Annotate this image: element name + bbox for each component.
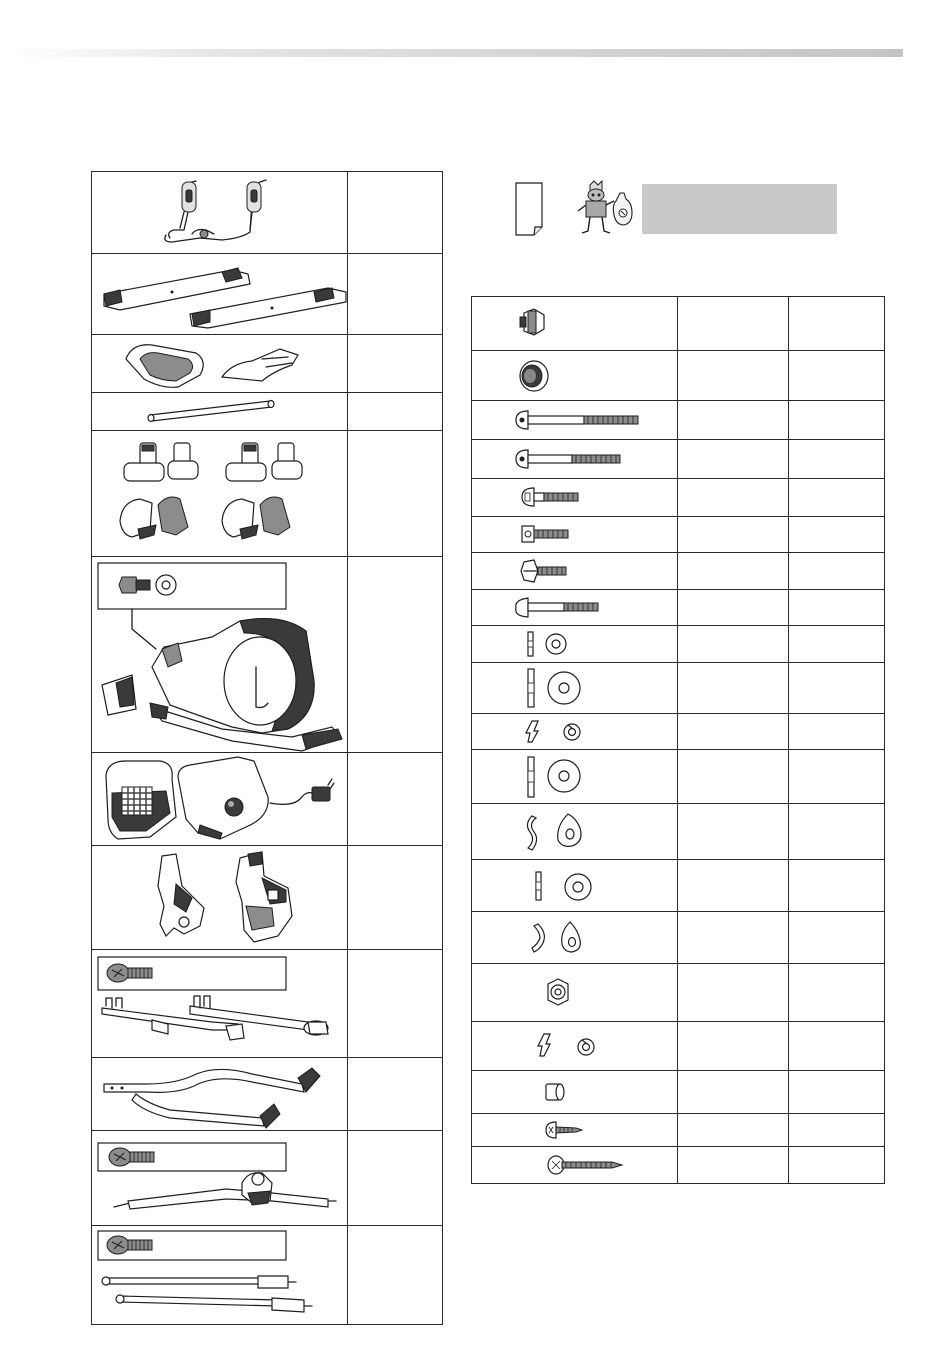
hardware-qty (789, 1022, 885, 1071)
hardware-image-spring-washer (472, 714, 678, 750)
hardware-qty (789, 401, 885, 440)
hardware-image-knob (472, 297, 678, 351)
part-qty (348, 393, 443, 431)
parts-row (92, 753, 443, 846)
hardware-qty (789, 479, 885, 517)
hardware-code (678, 1114, 789, 1147)
part-qty (348, 753, 443, 846)
hardware-code (678, 479, 789, 517)
part-qty (348, 1131, 443, 1226)
part-image-axle-tube (92, 393, 348, 431)
parts-row (92, 335, 443, 393)
part-image-lower-handlebar-arms (92, 1058, 348, 1131)
hardware-bag-label (642, 184, 837, 234)
hardware-row (472, 1147, 885, 1184)
hardware-row (472, 750, 885, 804)
part-qty (348, 846, 443, 950)
hardware-qty (789, 440, 885, 479)
hardware-code (678, 860, 789, 912)
part-image-foot-pedals (92, 335, 348, 393)
hardware-image-large-flat-washer (472, 663, 678, 714)
parts-row (92, 431, 443, 557)
hardware-code (678, 912, 789, 964)
hardware-qty (789, 351, 885, 401)
document-icon (514, 181, 544, 237)
hardware-row (472, 663, 885, 714)
parts-table (91, 171, 443, 1325)
hardware-code (678, 440, 789, 479)
part-qty (348, 431, 443, 557)
part-qty (348, 950, 443, 1058)
hardware-image-round-head-bolt (472, 479, 678, 517)
hardware-image-allen-bolt (472, 517, 678, 553)
hardware-row (472, 714, 885, 750)
hardware-image-spring-washer-small (472, 1022, 678, 1071)
hardware-qty (789, 297, 885, 351)
hardware-code (678, 804, 789, 860)
part-qty (348, 1226, 443, 1325)
hardware-qty (789, 860, 885, 912)
hardware-row (472, 964, 885, 1022)
header-gradient-bar (8, 49, 903, 57)
part-qty (348, 335, 443, 393)
part-image-joint-connectors (92, 431, 348, 557)
hardware-image-end-cap (472, 351, 678, 401)
hardware-qty (789, 804, 885, 860)
hardware-row (472, 912, 885, 964)
hardware-mascot-icon (572, 179, 636, 239)
hardware-row (472, 517, 885, 553)
hardware-qty (789, 964, 885, 1022)
hardware-code (678, 626, 789, 663)
part-image-front-post (92, 1131, 348, 1226)
hardware-image-flat-washer-medium (472, 860, 678, 912)
part-qty (348, 172, 443, 254)
hardware-qty (789, 517, 885, 553)
hardware-code (678, 1147, 789, 1184)
hardware-image-small-flat-washer (472, 626, 678, 663)
hardware-code (678, 590, 789, 626)
hardware-qty (789, 553, 885, 590)
hardware-image-curved-washer (472, 804, 678, 860)
part-image-pedal-brackets (92, 846, 348, 950)
hardware-image-small-screw (472, 1114, 678, 1147)
hardware-row (472, 440, 885, 479)
parts-row (92, 950, 443, 1058)
hardware-row (472, 553, 885, 590)
hardware-qty (789, 626, 885, 663)
hardware-qty (789, 1114, 885, 1147)
hardware-code (678, 297, 789, 351)
part-image-main-frame (92, 557, 348, 753)
hardware-row (472, 401, 885, 440)
parts-row (92, 1226, 443, 1325)
parts-row (92, 1058, 443, 1131)
hardware-qty (789, 912, 885, 964)
hardware-qty (789, 750, 885, 804)
hardware-table (471, 296, 885, 1184)
hardware-code (678, 351, 789, 401)
hardware-row (472, 1071, 885, 1114)
hardware-image-curved-washer-small (472, 912, 678, 964)
part-image-handlebar-set (92, 172, 348, 254)
hardware-image-long-bolt-2 (472, 440, 678, 479)
hardware-code (678, 1071, 789, 1114)
hardware-row (472, 1114, 885, 1147)
part-image-pedal-arms (92, 950, 348, 1058)
hardware-image-wood-screw (472, 1147, 678, 1184)
hardware-row (472, 590, 885, 626)
part-qty (348, 557, 443, 753)
hardware-qty (789, 1147, 885, 1184)
hardware-qty (789, 663, 885, 714)
part-image-stabilizer-feet (92, 254, 348, 335)
hardware-code (678, 663, 789, 714)
hardware-row (472, 297, 885, 351)
hardware-code (678, 714, 789, 750)
hardware-image-long-bolt (472, 401, 678, 440)
parts-row (92, 254, 443, 335)
hardware-image-lock-nut (472, 964, 678, 1022)
hardware-code (678, 553, 789, 590)
hardware-row (472, 1022, 885, 1071)
hardware-row (472, 351, 885, 401)
part-image-console-and-adapter (92, 753, 348, 846)
hardware-row (472, 479, 885, 517)
hardware-image-hex-bolt (472, 553, 678, 590)
hardware-row (472, 804, 885, 860)
hardware-image-bushing (472, 1071, 678, 1114)
hardware-image-large-flat-washer-2 (472, 750, 678, 804)
parts-row (92, 1131, 443, 1226)
parts-row (92, 557, 443, 753)
hardware-code (678, 517, 789, 553)
hardware-code (678, 750, 789, 804)
hardware-qty (789, 1071, 885, 1114)
part-qty (348, 1058, 443, 1131)
parts-row (92, 172, 443, 254)
part-image-connecting-rods (92, 1226, 348, 1325)
hardware-row (472, 626, 885, 663)
hardware-code (678, 964, 789, 1022)
hardware-qty (789, 590, 885, 626)
hardware-row (472, 860, 885, 912)
parts-row (92, 846, 443, 950)
parts-row (92, 393, 443, 431)
hardware-qty (789, 714, 885, 750)
hardware-code (678, 1022, 789, 1071)
hardware-code (678, 401, 789, 440)
hardware-image-carriage-bolt (472, 590, 678, 626)
part-qty (348, 254, 443, 335)
